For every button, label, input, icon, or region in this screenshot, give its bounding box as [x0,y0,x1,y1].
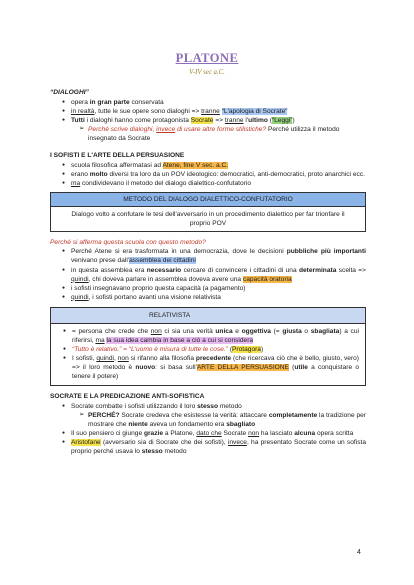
list-item: ● in questa assemblea era necessario cercare di convincere i cittadini di una determinata scelta => quindi, chi doveva parlare in assemblea doveva avere una capacità oratoria [50,266,366,284]
list-item: ● Il suo pensiero ci giunge grazie a Platone, dato che Socrate non ha lasciato alcuna opera scritta [50,429,366,438]
list-item: ● Socrate combatte i sofisti utilizzando il loro stesso metodo [50,402,366,411]
list-item: ● quindi, i sofisti portano avanti una visione relativista [50,293,366,302]
list-item: ● Perché Atene si era trasformata in una democrazia, dove le decisioni pubbliche più importanti venivano prese dall'assemblea dei cittadini [50,247,366,265]
relativist-box [50,307,366,386]
list-item: ● in realtà, tutte le sue opere sono dialoghi => tranne “L'apologia di Socrate” [50,107,366,116]
page-title: PLATONE [175,51,239,65]
sofisti-list [50,161,366,188]
list-item: ● erano molto diversi tra loro da un POV ideologico: democratici, anti-democratici, proto anarchici ecc. [50,170,366,179]
list-item: ● = persona che crede che non ci sia una verità unica e oggettiva (= giusta o sbagliata) a cui riferirsi, ma la sua idea cambia in base a ciò a cui si considera [51,327,359,345]
socrate-heading: SOCRATE E LA PREDICAZIONE ANTI-SOFISTICA [50,392,205,400]
method-box [50,192,366,232]
dialoghi-list [50,98,366,143]
list-item: ● Aristofane (avversario sia di Socrate che dei sofisti), invece, ha presentato Socrate come un sofista proprio perché usava lo stesso metodo [50,438,366,456]
perche-list [50,247,366,302]
list-item: ● ma condividevano il metodo del dialogo dialettico-confutatorio [50,179,366,188]
question-line: Perché si afferma questa scuola con questo metodo? [50,239,206,247]
dialoghi-heading: “DIALOGHI” [50,89,89,96]
method-box-title: METODO DEL DIALOGO DIALETTICO-CONFUTATORIO [51,193,365,207]
sofisti-heading: I SOFISTI E L'ARTE DELLA PERSUASIONE [50,151,185,159]
list-item: ● Tutti i dialoghi hanno come protagonista Socrate => tranne l'ultimo (“Leggi”) [50,116,366,125]
list-item: ● “Tutto è relativo.” = “L'uomo è misura di tutte le cose.” (Protagora) [51,345,359,354]
page-subtitle: V-IV sec a.C. [189,69,225,76]
list-item: ● scuola filosofica affermatasi ad Atene, fine V sec. a.C. [50,161,366,170]
list-subitem: ➢ PERCHÉ? Socrate credeva che esistesse la verità: attaccare completamente la tradizione per mostrare che niente aveva un fondamento era sbagliato [50,411,366,429]
socrate-list [50,402,366,457]
relativist-box-title: RELATIVISTA [51,308,365,324]
list-subitem: ➢ Perché scrive dialoghi, invece di usare altre forme stilistiche? Perché utilizza il metodo insegnato da Socrate [50,125,366,143]
list-item: ● opera in gran parte conservata [50,98,366,107]
list-item: ● i sofisti insegnavano proprio questa capacità (a pagamento) [50,284,366,293]
notes-content [50,88,366,456]
method-box-body: Dialogo volto a confutare le tesi dell'avversario in un procedimento dialettico per far trionfare il proprio POV [71,211,345,228]
relativist-box-body [51,324,365,385]
page-number: 4 [357,549,361,556]
list-item: ● I sofisti, quindi, non si rifanno alla filosofia precedente (che ricercava ciò che è bello, giusto, vero) => il loro metodo è nuovo: si basa sull'ARTE DELLA PERSUASIONE (utile a conquistare o tenere il potere) [51,354,359,381]
